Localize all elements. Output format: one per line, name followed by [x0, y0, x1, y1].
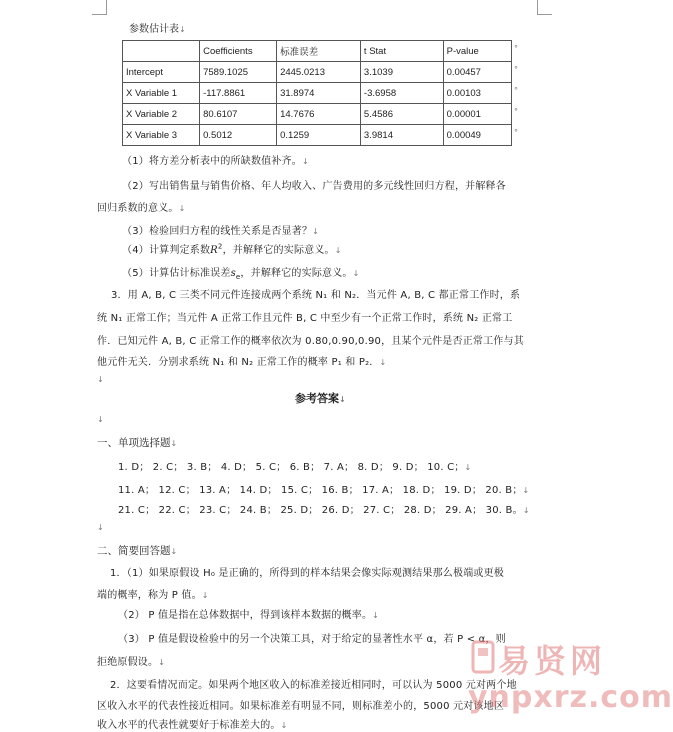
watermark-title: 易贤网: [498, 642, 607, 680]
table-cell: 0.00001: [443, 104, 511, 125]
row-end-mark: °: [514, 86, 518, 95]
table-row: [123, 125, 512, 146]
section-single-choice-heading: 一、单项选择题↓: [97, 437, 178, 449]
answer-1-line-3: （2） P 值是指在总体数据中，得到该样本数据的概率。↓: [118, 610, 380, 621]
table-cell: 0.00103: [443, 83, 511, 104]
row-end-mark: °: [514, 128, 518, 137]
table-header-cell: Coefficients: [200, 41, 277, 62]
answers-row-3: 21. C； 22. C； 23. C； 24. B； 25. D； 26. D； 27. C； 28. D； 29. A； 30. B。↓: [118, 505, 530, 516]
answer-key-title: 参考答案↓: [295, 392, 346, 405]
answer-1-line-2: 端的概率，称为 P 值。↓: [97, 590, 209, 601]
row-end-mark: °: [514, 107, 518, 116]
watermark-url: ynpxrz.com: [468, 680, 673, 715]
table-cell: 0.1259: [277, 125, 361, 146]
answer-1-line-5: 拒绝原假设。↓: [97, 657, 166, 668]
table-cell: 3.1039: [360, 62, 443, 83]
answer-2-line-2: 区收入水平的代表性接近相同。如果标准差有明显不同，则标准差小的，5000 元对该地区: [97, 701, 505, 712]
table-cell: 80.6107: [200, 104, 277, 125]
page-corner-mark-left: [92, 0, 107, 15]
table-row: [123, 83, 512, 104]
table-cell: X Variable 3: [123, 125, 200, 146]
table-header-cell: 标准误差: [277, 41, 361, 62]
table-header-cell: [123, 41, 200, 62]
page-corner-mark-right: [537, 0, 552, 15]
table-cell: 3.9814: [360, 125, 443, 146]
table-cell: 7589.1025: [200, 62, 277, 83]
watermark-logo-icon: [470, 640, 496, 674]
question-2-line-2: 回归系数的意义。↓: [97, 203, 186, 214]
table-cell: X Variable 2: [123, 104, 200, 125]
row-end-mark: °: [514, 44, 518, 53]
answers-row-1: 1. D； 2. C； 3. B； 4. D； 5. C； 6. B； 7. A； 8. D； 9. D； 10. C；↓: [118, 462, 472, 473]
table-cell: 5.4586: [360, 104, 443, 125]
question-2-line-1: （2）写出销售量与销售价格、年人均收入、广告费用的多元线性回归方程，并解释各: [122, 181, 506, 192]
watermark: [468, 634, 673, 726]
table-cell: 0.5012: [200, 125, 277, 146]
section-short-answer-heading: 二、简要回答题↓: [97, 545, 178, 557]
empty-paragraph: ↓: [97, 375, 104, 384]
question-5: （5）计算估计标准误差$s_e$，并解释它的实际意义。↓: [122, 268, 360, 281]
problem-3-line-3: 作．已知元件 A, B, C 正常工作的概率依次为 0.80,0.90,0.90，且某个元件是否正常工作与其: [97, 336, 524, 347]
table-row: [123, 62, 512, 83]
problem-3-line-2: 统 N₁ 正常工作；当元件 A 正常工作且元件 B, C 中至少有一个正常工作时，系统 N₂ 正常工: [97, 313, 513, 324]
table-header-cell: P-value: [443, 41, 511, 62]
table-cell: -3.6958: [360, 83, 443, 104]
question-3: （3）检验回归方程的线性关系是否显著？↓: [122, 226, 320, 237]
problem-3-line-4: 他元件无关．分别求系统 N₁ 和 N₂ 正常工作的概率 P₁ 和 P₂．↓: [97, 357, 387, 368]
parameter-estimate-table: [122, 40, 512, 146]
table-cell: 14.7676: [277, 104, 361, 125]
table-header-row: [123, 41, 512, 62]
table-caption: 参数估计表↓: [129, 24, 186, 35]
table-cell: 0.00049: [443, 125, 511, 146]
table-cell: -117.8861: [200, 83, 277, 104]
table-cell: 2445.0213: [277, 62, 361, 83]
answer-1-line-4: （3） P 值是假设检验中的另一个决策工具，对于给定的显著性水平 α，若 P < α，则: [118, 634, 506, 645]
answer-2-line-3: 收入水平的代表性就要好于标准差大的。↓: [97, 720, 288, 731]
table-cell: 31.8974: [277, 83, 361, 104]
empty-paragraph: ↓: [97, 415, 104, 424]
answer-2-line-1: 2．这要看情况而定。如果两个地区收入的标准差接近相同时，可以认为 5000 元对两个地: [110, 680, 517, 691]
problem-3-line-1: 3．用 A, B, C 三类不同元件连接成两个系统 N₁ 和 N₂．当元件 A, B, C 都正常工作时，系: [111, 290, 521, 301]
question-4: （4）计算判定系数$R^2$，并解释它的实际意义。↓: [122, 242, 342, 256]
answer-1-line-1: 1．（1）如果原假设 H₀ 是正确的，所得到的样本结果会像实际观测结果那么极端或更极: [110, 568, 505, 579]
answers-row-2: 11. A； 12. C； 13. A； 14. D； 15. C； 16. B； 17. A； 18. D； 19. D； 20. B；↓: [118, 485, 530, 496]
table-row: [123, 104, 512, 125]
table-header-cell: t Stat: [360, 41, 443, 62]
empty-paragraph: ↓: [97, 523, 104, 532]
table-cell: X Variable 1: [123, 83, 200, 104]
question-1: （1）将方差分析表中的所缺数值补齐。↓: [122, 156, 309, 167]
row-end-mark: °: [514, 65, 518, 74]
table-cell: Intercept: [123, 62, 200, 83]
table-cell: 0.00457: [443, 62, 511, 83]
